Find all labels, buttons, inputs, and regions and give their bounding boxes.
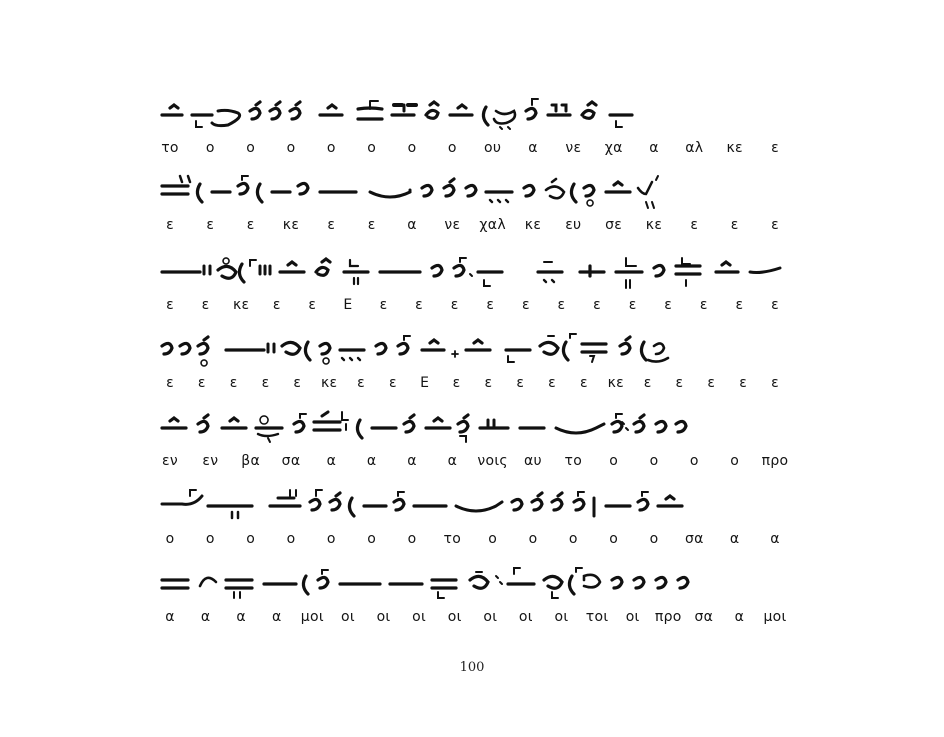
lyric-syllable: προ xyxy=(761,453,789,469)
lyric-syllable: ε xyxy=(246,217,255,233)
lyric-syllable: κε xyxy=(232,297,250,313)
lyric-syllable: ο xyxy=(568,531,578,547)
lyric-syllable: α xyxy=(734,609,745,625)
lyric-syllable: νε xyxy=(565,140,582,156)
lyric-syllable: οι xyxy=(554,609,569,625)
lyric-syllable: οι xyxy=(340,609,355,625)
lyric-syllable: ε xyxy=(516,375,525,391)
lyric-syllable: αυ xyxy=(524,453,542,469)
lyric-syllable: ε xyxy=(452,375,461,391)
lyric-syllable: ε xyxy=(388,375,397,391)
lyric-syllable: ε xyxy=(557,297,566,313)
lyric-syllable: βα xyxy=(241,453,261,469)
lyric-syllable: ο xyxy=(528,531,538,547)
lyric-syllable: ε xyxy=(771,297,779,313)
lyric-syllable: α xyxy=(236,609,246,625)
lyric-syllable: ο xyxy=(407,531,417,547)
lyric-row xyxy=(160,375,785,397)
lyric-syllable: ε xyxy=(593,297,601,313)
lyric-syllable: ε xyxy=(643,375,652,391)
lyric-syllable: ε xyxy=(771,375,779,391)
lyric-syllable: α xyxy=(447,453,458,469)
lyric-syllable: ο xyxy=(326,531,336,547)
lyric-syllable: ο xyxy=(367,531,377,547)
lyric-syllable: αλ xyxy=(685,140,704,156)
lyric-syllable: σα xyxy=(281,453,301,469)
lyric-syllable: ε xyxy=(197,375,206,391)
lyric-syllable: ο xyxy=(649,453,659,469)
lyric-syllable: κε xyxy=(282,217,300,233)
lyric-syllable: ε xyxy=(308,297,317,313)
lyric-syllable: το xyxy=(443,531,462,547)
lyric-syllable: χα xyxy=(604,140,623,156)
lyric-syllable: ο xyxy=(367,140,377,156)
lyric-syllable: α xyxy=(326,453,337,469)
lyric-syllable: ε xyxy=(730,217,739,233)
lyric-row xyxy=(160,609,785,631)
lyric-syllable: ε xyxy=(628,297,637,313)
lyric-row xyxy=(160,140,785,162)
lyric-syllable: ε xyxy=(735,297,744,313)
lyric-syllable: ε xyxy=(166,297,174,313)
lyric-syllable: ε xyxy=(166,217,174,233)
neume-staff-line xyxy=(160,95,785,135)
lyric-syllable: ε xyxy=(261,375,270,391)
lyric-syllable: α xyxy=(271,609,282,625)
lyric-syllable: κε xyxy=(607,375,624,391)
lyric-syllable: Ε xyxy=(343,297,353,313)
lyric-syllable: ε xyxy=(521,297,530,313)
neume-staff-line xyxy=(160,408,785,448)
page-number: 100 xyxy=(459,660,485,675)
lyric-syllable: ο xyxy=(609,531,619,547)
lyric-syllable: οι xyxy=(447,609,462,625)
lyric-syllable: ε xyxy=(580,375,588,391)
lyric-syllable: ο xyxy=(730,453,740,469)
lyric-syllable: α xyxy=(729,531,740,547)
lyric-syllable: ου xyxy=(484,140,502,156)
lyric-syllable: α xyxy=(366,453,377,469)
lyric-syllable: μοι xyxy=(300,609,324,625)
lyric-syllable: ε xyxy=(771,140,779,156)
lyric-syllable: ο xyxy=(286,140,296,156)
lyric-syllable: ο xyxy=(205,531,215,547)
lyric-syllable: ε xyxy=(272,297,281,313)
lyric-syllable: σε xyxy=(605,217,623,233)
lyric-syllable: ε xyxy=(699,297,708,313)
neume-staff-line xyxy=(160,486,785,526)
lyric-syllable: ο xyxy=(205,140,215,156)
lyric-syllable: ε xyxy=(675,375,684,391)
lyric-syllable: ε xyxy=(486,297,495,313)
lyric-syllable: ε xyxy=(415,297,424,313)
lyric-syllable: ε xyxy=(450,297,459,313)
lyric-syllable: οι xyxy=(412,609,427,625)
lyric-syllable: ο xyxy=(407,140,417,156)
lyric-syllable: ε xyxy=(367,217,376,233)
lyric-syllable: ο xyxy=(689,453,699,469)
neume-staff-line xyxy=(160,564,785,604)
lyric-syllable: ο xyxy=(609,453,619,469)
neume-staff-line xyxy=(160,172,785,212)
lyric-syllable: νε xyxy=(444,217,461,233)
lyric-syllable: ο xyxy=(165,531,175,547)
lyric-syllable: ε xyxy=(357,375,365,391)
lyric-syllable: ε xyxy=(293,375,302,391)
lyric-syllable: οι xyxy=(625,609,640,625)
lyric-syllable: τοι xyxy=(585,609,609,625)
lyric-syllable: α xyxy=(200,609,211,625)
lyric-syllable: εν xyxy=(162,453,178,469)
lyric-syllable: ε xyxy=(166,375,174,391)
lyric-row xyxy=(160,453,789,475)
lyric-syllable: ο xyxy=(286,531,296,547)
lyric-syllable: ο xyxy=(246,140,256,156)
lyric-syllable: το xyxy=(161,140,179,156)
lyric-syllable: ε xyxy=(664,297,673,313)
lyric-syllable: α xyxy=(407,217,417,233)
lyric-syllable: ε xyxy=(201,297,210,313)
lyric-syllable: προ xyxy=(654,609,682,625)
lyric-syllable: α xyxy=(165,609,175,625)
lyric-syllable: μοι xyxy=(763,609,787,625)
lyric-syllable: κε xyxy=(320,375,338,391)
lyric-syllable: ε xyxy=(771,217,779,233)
lyric-syllable: οι xyxy=(518,609,533,625)
lyric-syllable: ευ xyxy=(565,217,582,233)
lyric-syllable: σα xyxy=(684,531,704,547)
lyric-syllable: το xyxy=(564,453,583,469)
lyric-syllable: οι xyxy=(483,609,498,625)
lyric-syllable: ε xyxy=(206,217,215,233)
lyric-syllable: ε xyxy=(707,375,716,391)
lyric-syllable: χαλ xyxy=(479,217,506,233)
lyric-syllable: σα xyxy=(694,609,714,625)
lyric-syllable: κε xyxy=(645,217,663,233)
lyric-syllable: ε xyxy=(690,217,699,233)
lyric-row xyxy=(160,297,785,319)
lyric-syllable: ε xyxy=(229,375,238,391)
lyric-syllable: ε xyxy=(739,375,748,391)
lyric-row xyxy=(160,531,785,553)
lyric-syllable: ε xyxy=(484,375,493,391)
lyric-syllable: κε xyxy=(524,217,542,233)
lyric-syllable: εν xyxy=(202,453,219,469)
lyric-syllable: ο xyxy=(488,531,498,547)
lyric-syllable: ε xyxy=(548,375,557,391)
lyric-syllable: κε xyxy=(726,140,743,156)
lyric-syllable: α xyxy=(649,140,659,156)
lyric-row xyxy=(160,217,785,239)
lyric-syllable: ο xyxy=(447,140,457,156)
lyric-syllable: Ε xyxy=(420,375,430,391)
neume-staff-line xyxy=(160,252,785,292)
lyric-syllable: α xyxy=(770,531,780,547)
lyric-syllable: α xyxy=(407,453,417,469)
lyric-syllable: ο xyxy=(649,531,659,547)
lyric-syllable: ο xyxy=(326,140,336,156)
lyric-syllable: ο xyxy=(246,531,256,547)
neume-staff-line xyxy=(160,330,785,370)
lyric-syllable: α xyxy=(528,140,538,156)
lyric-syllable: ε xyxy=(379,297,388,313)
lyric-syllable: ε xyxy=(327,217,336,233)
lyric-syllable: νοις xyxy=(477,453,508,469)
lyric-syllable: οι xyxy=(376,609,391,625)
